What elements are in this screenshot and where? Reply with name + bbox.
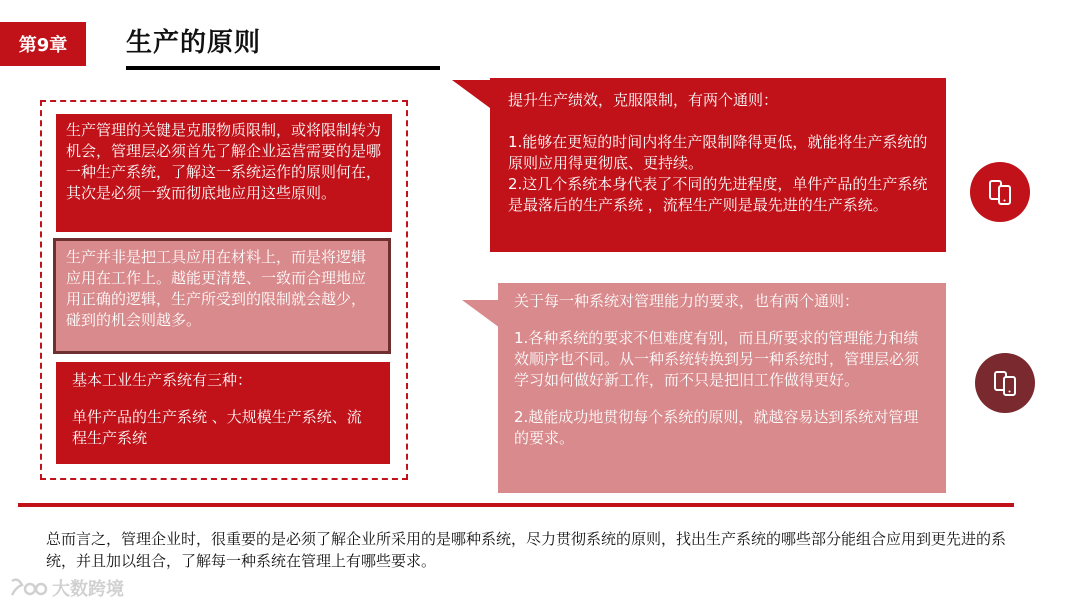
chapter-tag: 第9章 bbox=[0, 22, 86, 66]
right-box-performance-rule-1: 1.能够在更短的时间内将生产限制降得更低，就能将生产系统的原则应用得更彻底、更持续。 bbox=[508, 133, 928, 172]
bottom-divider bbox=[18, 503, 1014, 507]
top-devices-icon-badge bbox=[970, 162, 1030, 222]
right-box-management bbox=[498, 283, 946, 493]
devices-icon bbox=[990, 368, 1020, 398]
bottom-devices-icon-badge bbox=[975, 353, 1035, 413]
left-box-systems bbox=[56, 362, 390, 464]
left-box-key-principle bbox=[56, 114, 392, 232]
left-box-logic-text: 生产并非是把工具应用在材料上，而是将逻辑应用在工作上。越能更清楚、一致而合理地应用正确的逻辑，生产所受到的限制就会越少，碰到的机会则越多。 bbox=[66, 248, 367, 329]
left-box-logic bbox=[53, 238, 391, 354]
page-title: 生产的原则 bbox=[126, 28, 262, 58]
title-underline bbox=[126, 66, 440, 70]
bottom-callout-pointer bbox=[462, 300, 500, 328]
watermark bbox=[8, 575, 124, 601]
watermark-text: 大数跨境 bbox=[52, 579, 124, 600]
right-box-management-rule-2: 2.越能成功地贯彻每个系统的原则，就越容易达到系统对管理的要求。 bbox=[514, 408, 919, 447]
right-box-performance-title: 提升生产绩效，克服限制，有两个通则： bbox=[508, 91, 779, 109]
summary-text: 总而言之，管理企业时，很重要的是必须了解企业所采用的是哪种系统，尽力贯彻系统的原则，找出生产系统的哪些部分能组合应用到更先进的系统，并且加以组合，了解每一种系统在管理上有哪些要求。 bbox=[46, 530, 1007, 570]
right-box-management-title: 关于每一种系统对管理能力的要求，也有两个通则： bbox=[514, 292, 860, 310]
right-box-performance-rule-2: 2.这几个系统本身代表了不同的先进程度，单件产品的生产系统是最落后的生产系统 ，流程生产则是最先进的生产系统。 bbox=[508, 175, 928, 214]
top-callout-pointer bbox=[452, 80, 490, 108]
right-box-management-rule-1: 1.各种系统的要求不但难度有别，而且所要求的管理能力和绩效顺序也不同。从一种系统转换到另一种系统时，管理层必须学习如何做好新工作，而不只是把旧工作做得更好。 bbox=[514, 329, 920, 389]
devices-icon bbox=[985, 177, 1015, 207]
right-box-performance bbox=[490, 78, 946, 252]
watermark-logo-icon bbox=[8, 577, 48, 599]
left-box-systems-title: 基本工业生产系统有三种： bbox=[72, 371, 253, 389]
left-box-key-principle-text: 生产管理的关键是克服物质限制，或将限制转为机会，管理层必须首先了解企业运营需要的是哪一种生产系统，了解这一系统运作的原则何在，其次是必须一致而彻底地应用这些原则。 bbox=[66, 121, 382, 202]
left-box-systems-body: 单件产品的生产系统 、大规模生产系统、流程生产系统 bbox=[72, 408, 362, 447]
